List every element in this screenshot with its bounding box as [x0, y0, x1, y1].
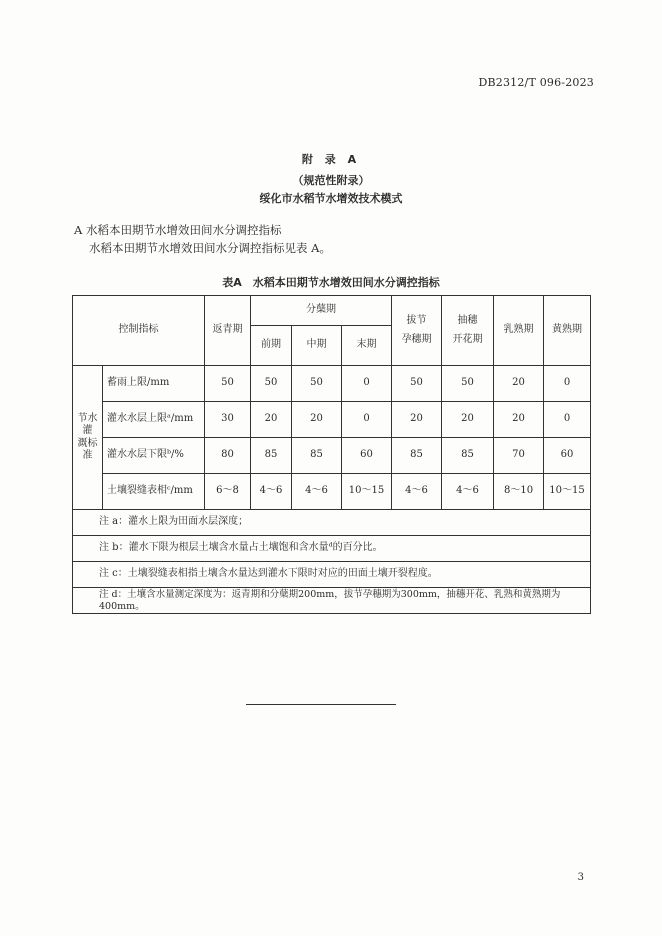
header-bajie-line2: 孕穗期: [401, 333, 432, 345]
header-fanqing: 返青期: [205, 296, 251, 366]
header-bajie: [392, 296, 442, 366]
table-cell: 50: [392, 366, 442, 402]
header-fennie-late: 末期: [342, 326, 392, 366]
appendix-title: 附 录 A: [301, 153, 361, 166]
header-fennie-early: 前期: [251, 326, 292, 366]
table-cell: 20: [251, 402, 292, 438]
group-label-line2: 溉标准: [77, 437, 98, 461]
page-number: 3: [577, 872, 584, 883]
table-cell: 85: [442, 438, 494, 474]
table-cell: 50: [442, 366, 494, 402]
table-cell: 4～6: [292, 474, 342, 510]
table-cell: 4～6: [251, 474, 292, 510]
table-cell: 50: [251, 366, 292, 402]
group-label-line1: 节水灌: [77, 412, 98, 436]
table-cell: 85: [251, 438, 292, 474]
table-note: 注 b：灌水下限为根层土壤含水量占土壤饱和含水量ᵈ的百分比。: [73, 536, 591, 562]
header-bajie-line1: 拔节: [406, 315, 427, 326]
water-control-table: [72, 295, 591, 614]
table-caption: 表A 水稻本田期节水增效田间水分调控指标: [222, 276, 440, 289]
group-label: [73, 366, 103, 510]
table-cell: 30: [205, 402, 251, 438]
table-cell: 85: [292, 438, 342, 474]
appendix-name: 绥化市水稻节水增效技术模式: [259, 192, 403, 205]
appendix-subtitle: （规范性附录）: [292, 174, 370, 187]
table-cell: 50: [205, 366, 251, 402]
header-chousui-line1: 抽穗: [457, 315, 478, 326]
row-label: 灌水水层上限ᵃ/mm: [103, 402, 205, 438]
table-cell: 10～15: [544, 474, 591, 510]
end-divider: [246, 704, 396, 705]
table-cell: 20: [494, 366, 544, 402]
table-cell: 20: [292, 402, 342, 438]
header-control-index: 控制指标: [73, 296, 205, 366]
table-cell: 20: [494, 402, 544, 438]
table-note: 注 d：土壤含水量测定深度为：返青期和分蘖期200mm，拔节孕穗期为300mm，抽穗开花、乳熟和黄熟期为400mm。: [73, 588, 591, 614]
table-cell: 70: [494, 438, 544, 474]
table-cell: 10～15: [342, 474, 392, 510]
table-cell: 60: [342, 438, 392, 474]
table-cell: 4～6: [442, 474, 494, 510]
row-label: 蓄雨上限/mm: [103, 366, 205, 402]
header-fennie-mid: 中期: [292, 326, 342, 366]
row-label: 灌水水层下限ᵇ/%: [103, 438, 205, 474]
table-cell: 4～6: [392, 474, 442, 510]
table-cell: 0: [544, 366, 591, 402]
row-label: 土壤裂缝表相ᶜ/mm: [103, 474, 205, 510]
table-cell: 6～8: [205, 474, 251, 510]
section-heading: A 水稻本田期节水增效田间水分调控指标: [74, 223, 282, 237]
table-cell: 80: [205, 438, 251, 474]
table-cell: 20: [442, 402, 494, 438]
table-cell: 85: [392, 438, 442, 474]
document-code: DB2312/T 096-2023: [478, 76, 594, 89]
table-cell: 8～10: [494, 474, 544, 510]
header-huangshu: 黄熟期: [544, 296, 591, 366]
table-cell: 50: [292, 366, 342, 402]
table-note: 注 c：土壤裂缝表相指土壤含水量达到灌水下限时对应的田面土壤开裂程度。: [73, 562, 591, 588]
header-fennie: 分蘖期: [251, 296, 392, 326]
table-cell: 0: [342, 402, 392, 438]
table-cell: 20: [392, 402, 442, 438]
table-cell: 0: [544, 402, 591, 438]
table-cell: 60: [544, 438, 591, 474]
table-cell: 0: [342, 366, 392, 402]
section-body: 水稻本田期节水增效田间水分调控指标见表 A。: [89, 241, 331, 255]
header-chousui: [442, 296, 494, 366]
header-rushu: 乳熟期: [494, 296, 544, 366]
table-note: 注 a：灌水上限为田面水层深度；: [73, 510, 591, 536]
header-chousui-line2: 开花期: [452, 333, 483, 345]
